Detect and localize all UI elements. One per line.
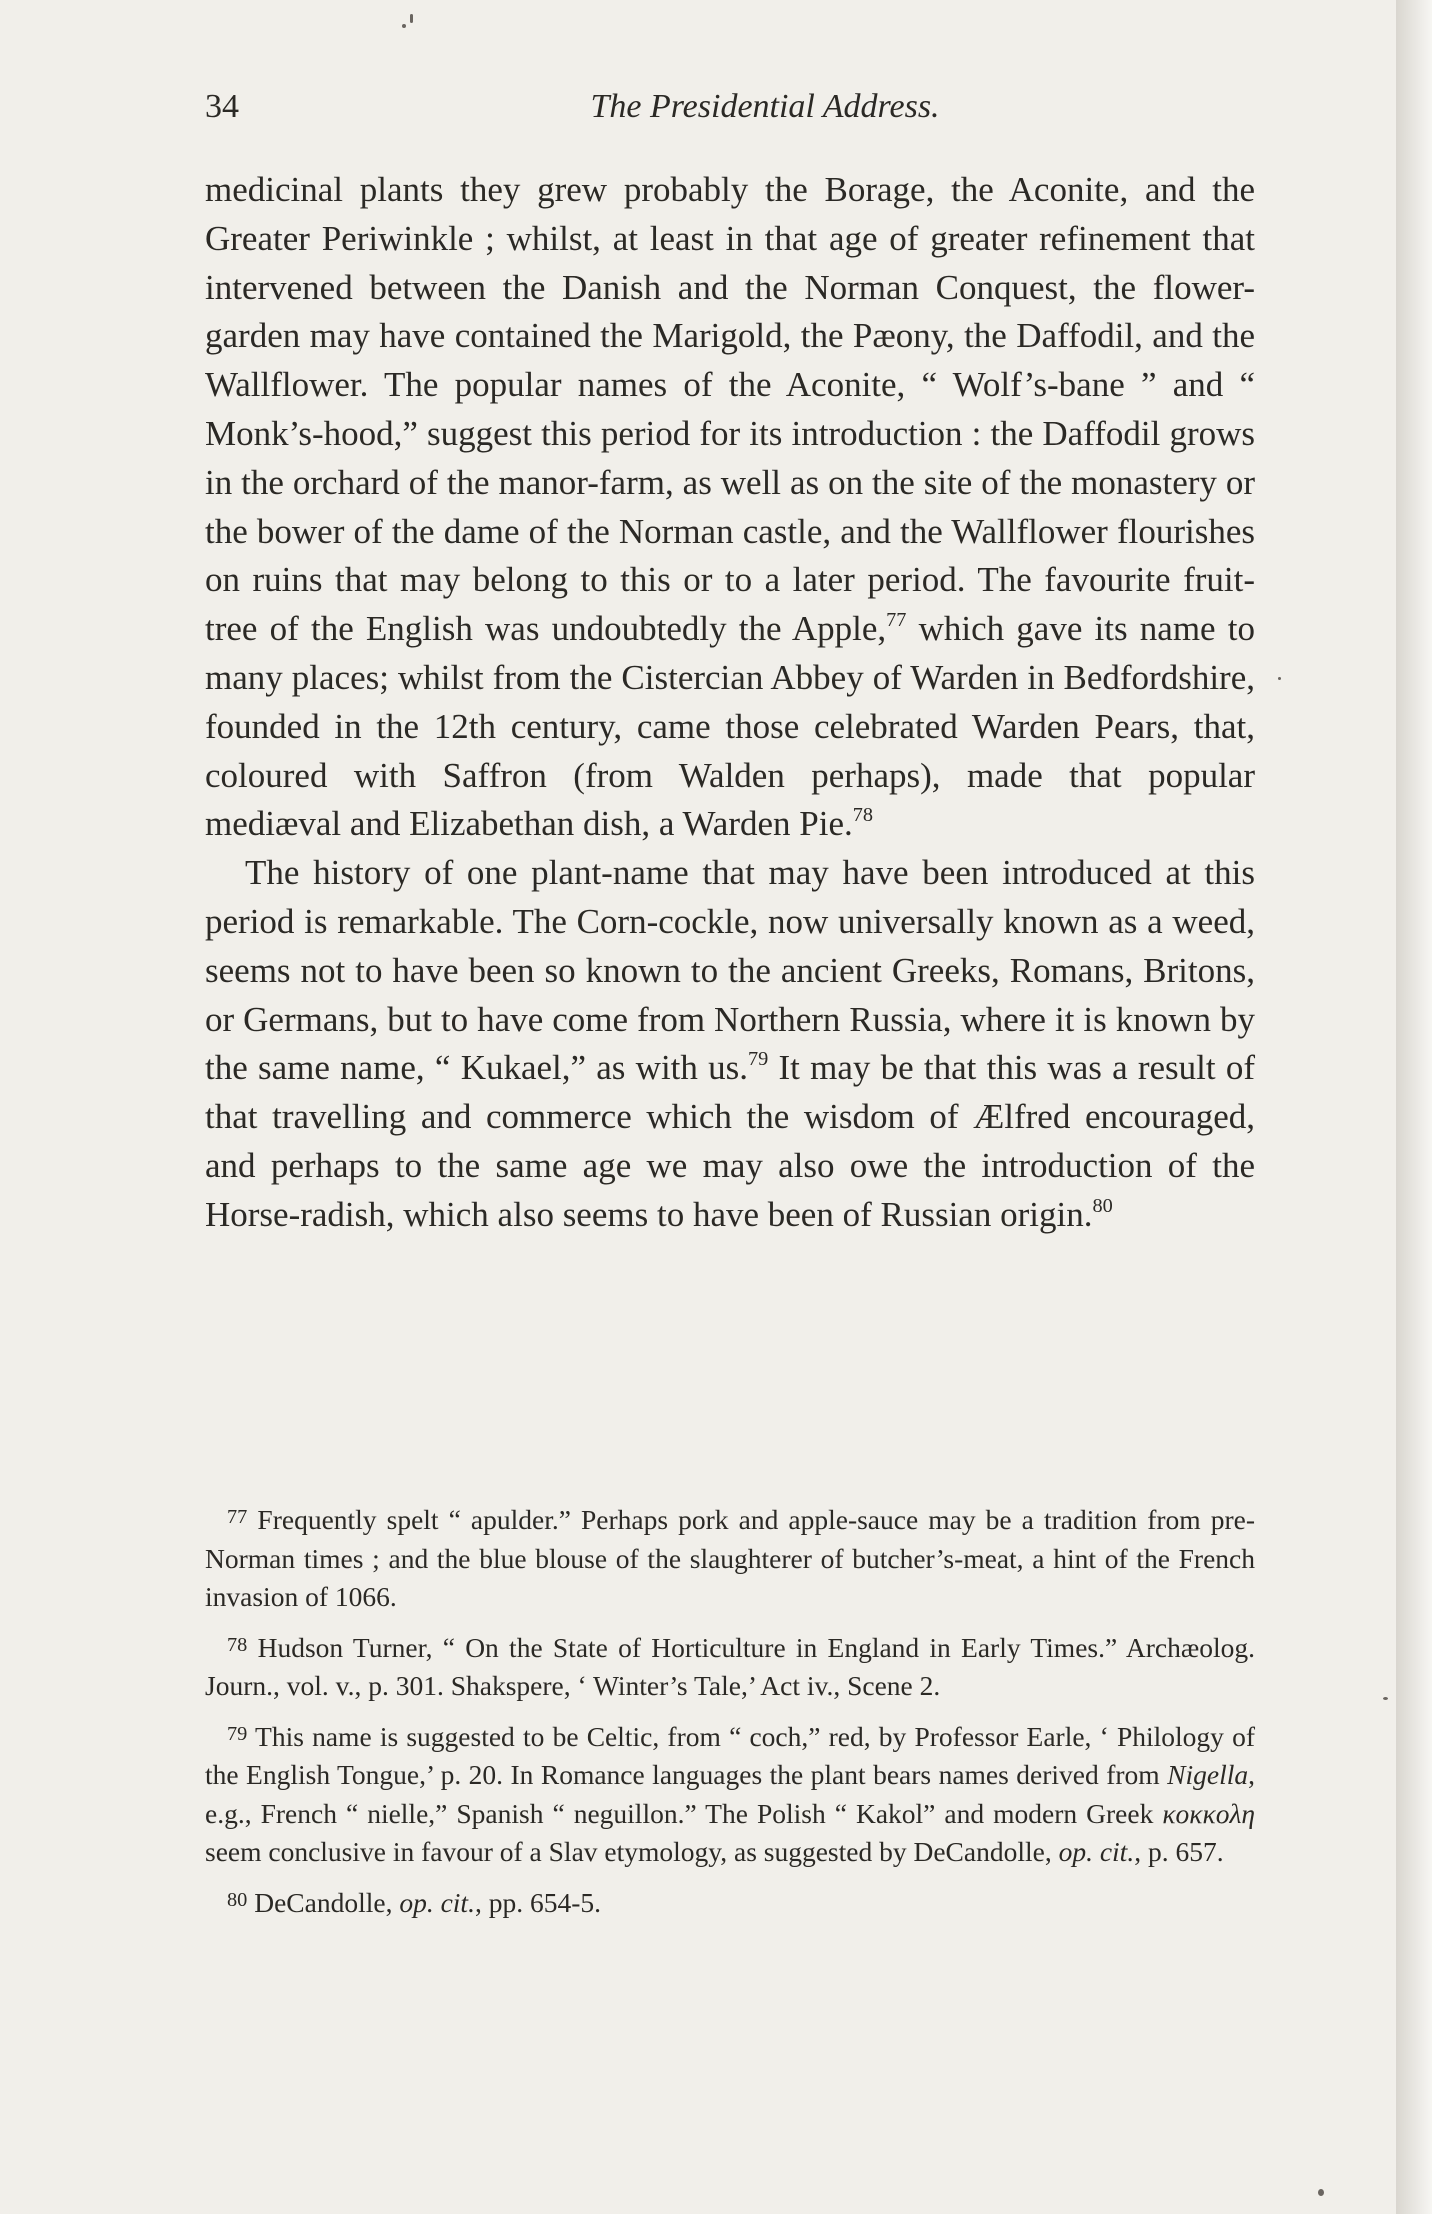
footnote-77 (205, 1498, 1255, 1617)
footnotes (205, 1498, 1255, 1931)
footnote-79-italic-greek: κοκκολη (1162, 1797, 1255, 1829)
running-title: The Presidential Address. (590, 88, 940, 125)
paragraph-2-text-a: The history of one plant-name that may have been introduced at this period is remarkable. The Corn-cockle, now universally known as a weed, seems not to have been so known to the ancient Greeks, Romans, Britons, or Germans, but to have come from Northern Russia, where it is known by the same name, “ Kukael,” as with us. (205, 853, 1255, 1088)
footnote-79-italic-opcit: op. cit. (1058, 1836, 1135, 1868)
running-header (205, 80, 1255, 130)
footnote-77-text: Frequently spelt “ apulder.” Perhaps pork and apple-sauce may be a tradition from pre-Norman times ; and the blue blouse of the slaughterer of butcher’s-meat, a hint of the French invasion of 1066. (205, 1504, 1255, 1613)
ink-speck (410, 14, 413, 23)
footnote-79-text-a: This name is suggested to be Celtic, from “ coch,” red, by Professor Earle, ‘ Philology of the English Tongue,’ p. 20. In Romance languages the plant bears names derived from (205, 1720, 1255, 1791)
footnote-80-italic-opcit: op. cit. (399, 1886, 475, 1918)
footnote-ref-79: 79 (748, 1048, 769, 1071)
footnote-ref-78: 78 (852, 804, 874, 827)
footnote-ref-80: 80 (1092, 1194, 1113, 1217)
footnote-80 (205, 1881, 1255, 1923)
footnote-78 (205, 1626, 1255, 1706)
footnote-79-text-b: , e.g., French “ nielle,” Spanish “ neguillon.” The Polish “ Kakol” and modern Greek (205, 1759, 1255, 1829)
ink-speck (402, 24, 406, 28)
paragraph-1 (205, 166, 1255, 849)
ink-speck (1278, 677, 1281, 680)
main-text (205, 166, 1255, 1240)
paragraph-1-text-a: medicinal plants they grew probably the Borage, the Aconite, and the Greater Periwinkle ; whilst, at least in that age of greater refinement that intervened between the Danish and the Norman Conquest, the flower-garden may have contained the Marigold, the Pæony, the Daffodil, and the Wallflower. The popular names of the Aconite, “ Wolf’s-bane ” and “ Monk’s-hood,” suggest this period for its introduction : the Daffodil grows in the orchard of the manor-farm, as well as on the site of the monastery or the bower of the dame of the Norman castle, and the Wallflower flourishes on ruins that may belong to this or to a later period. The favourite fruit-tree of the English was undoubtedly the Apple, (205, 170, 1255, 649)
paragraph-2 (205, 849, 1255, 1239)
footnote-79-italic-nigella: Nigella (1167, 1759, 1249, 1791)
footnote-79-text-d: , p. 657. (1134, 1836, 1224, 1868)
footnote-79-text-c: seem conclusive in favour of a Slav etymology, as suggested by DeCandolle, (205, 1836, 1059, 1868)
page-edge (1396, 0, 1432, 2214)
ink-speck (1318, 2189, 1324, 2196)
footnote-80-mark: 80 (227, 1888, 248, 1911)
paragraph-2-text-b: It may be that this was a result of that travelling and commerce which the wisdom of Ælfred encouraged, and perhaps to the same age we may also owe the introduction of the Horse-radish, which also seems to have been of Russian origin. (205, 1048, 1255, 1234)
paragraph-1-text-b: which gave its name to many places; whilst from the Cistercian Abbey of Warden in Bedfordshire, founded in the 12th century, came those celebrated Warden Pears, that, coloured with Saffron (from Walden perhaps), made that popular mediæval and Elizabethan dish, a Warden Pie. (205, 609, 1255, 844)
footnote-78-mark: 78 (227, 1633, 248, 1656)
footnote-79-mark: 79 (227, 1722, 248, 1745)
ink-speck (1383, 1697, 1388, 1700)
page-number: 34 (205, 88, 239, 125)
footnote-78-text: Hudson Turner, “ On the State of Horticulture in England in Early Times.” Archæolog. Journ., vol. v., p. 301. Shakspere, ‘ Winter’s Tale,’ Act iv., Scene 2. (205, 1631, 1255, 1702)
footnote-77-mark: 77 (227, 1506, 248, 1528)
footnote-80-text-b: , pp. 654-5. (474, 1886, 601, 1918)
footnote-80-text-a: DeCandolle, (247, 1886, 400, 1918)
footnote-ref-77: 77 (886, 608, 907, 631)
footnote-79 (205, 1715, 1255, 1872)
